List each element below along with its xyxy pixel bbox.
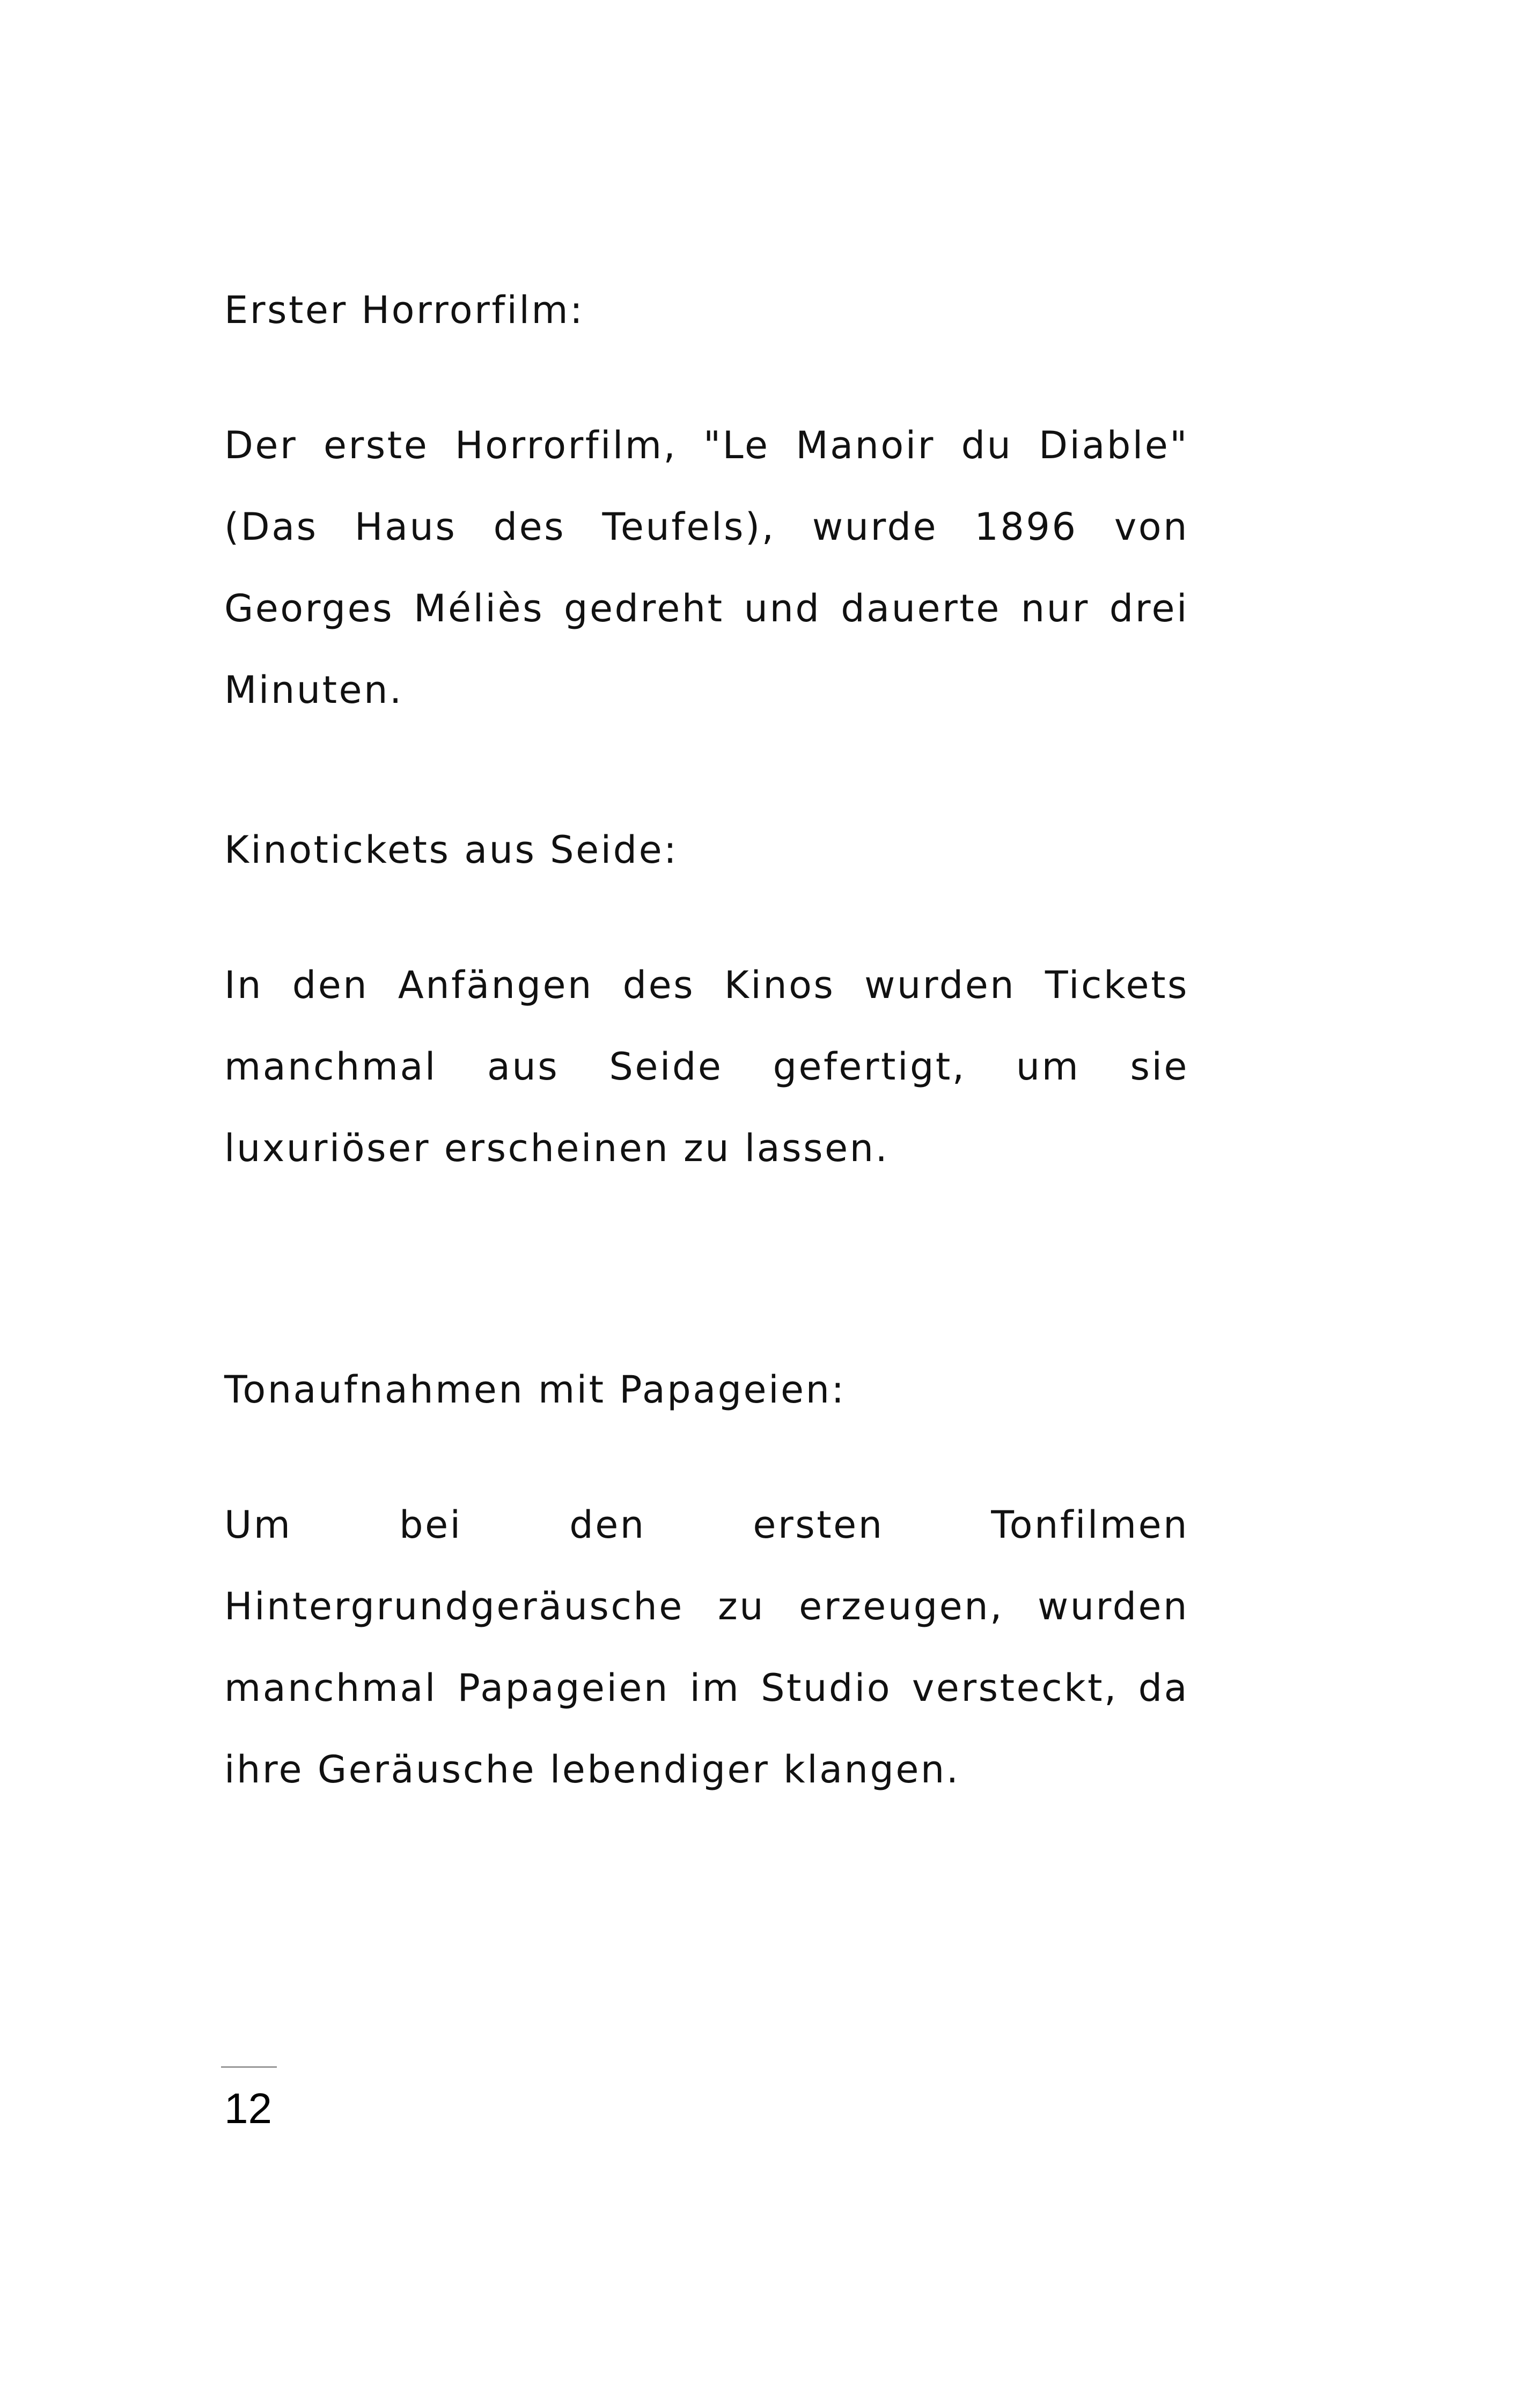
section-heading-silk-tickets: Kinotickets aus Seide: [224,828,679,872]
section-heading-first-horror-film: Erster Horrorfilm: [224,288,585,332]
footer-divider [221,2066,277,2068]
section-text-parrot-recordings: Um bei den ersten Tonfilmen Hintergrundgeräusche zu erzeugen, wurden manchmal Papageien im Studio versteckt, da ihre Geräusche lebendiger klangen. [224,1503,1189,1792]
section-text-silk-tickets: In den Anfängen des Kinos wurden Tickets manchmal aus Seide gefertigt, um sie luxuriöser erscheinen zu lassen. [224,963,1189,1170]
page-number: 12 [224,2084,272,2132]
section-text-first-horror-film: Der erste Horrorfilm, "Le Manoir du Diable" (Das Haus des Teufels), wurde 1896 von Georges Méliès gedreht und dauerte nur drei Minuten. [224,423,1189,712]
section-heading-parrot-recordings: Tonaufnahmen mit Papageien: [224,1368,846,1412]
